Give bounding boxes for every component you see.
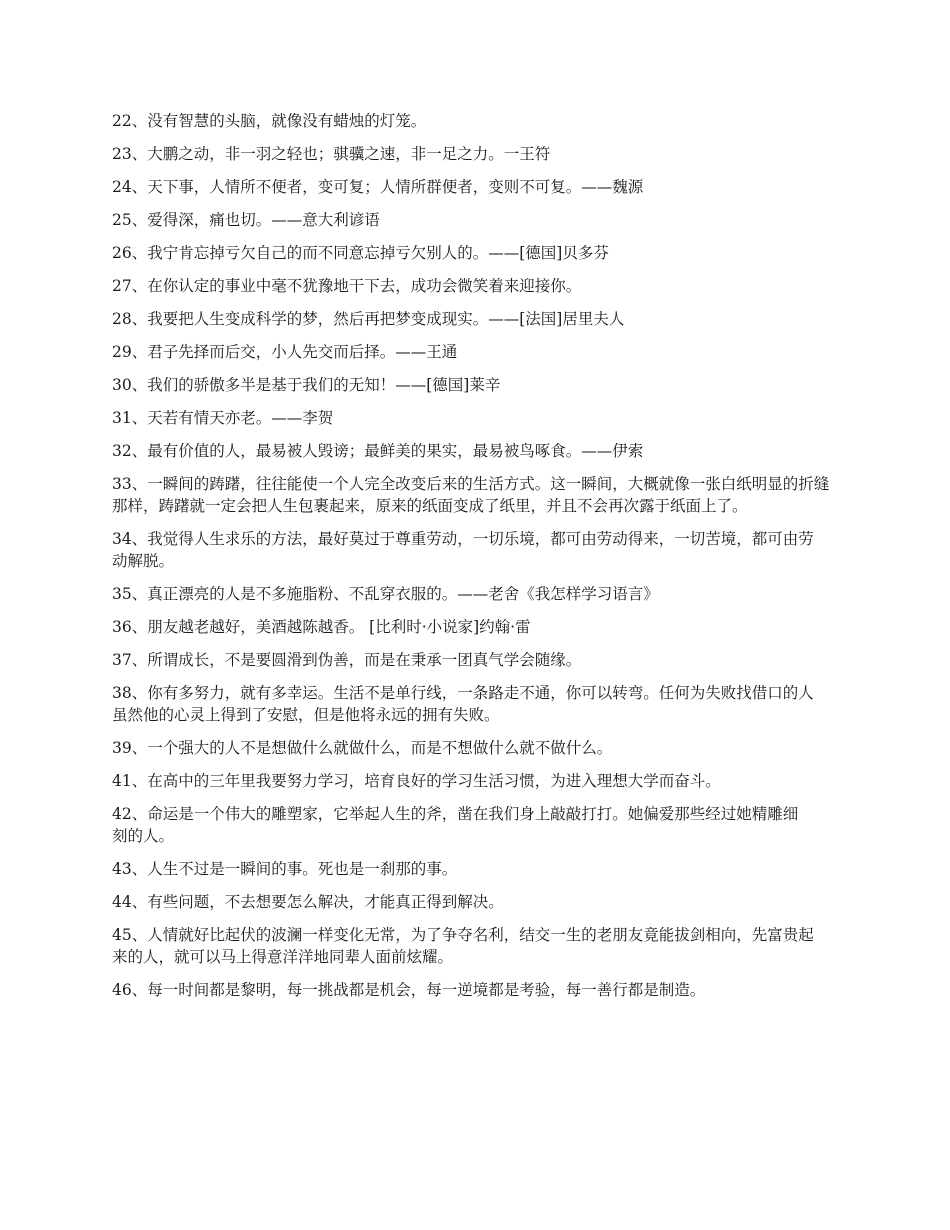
quote-45: 45、人情就好比起伏的波澜一样变化无常，为了争夺名利，结交一生的老朋友竟能拔剑相向，先富贵起来的人，就可以马上得意洋洋地同辈人面前炫耀。 bbox=[112, 926, 814, 966]
quote-43: 43、人生不过是一瞬间的事。死也是一刹那的事。 bbox=[112, 860, 458, 878]
quote-36: 36、朋友越老越好，美酒越陈越香。 [比利时·小说家]约翰·雷 bbox=[112, 618, 531, 636]
quote-46: 46、每一时间都是黎明，每一挑战都是机会，每一逆境都是考验，每一善行都是制造。 bbox=[112, 981, 706, 999]
quote-27: 27、在你认定的事业中毫不犹豫地干下去，成功会微笑着来迎接你。 bbox=[112, 277, 582, 295]
quote-22: 22、没有智慧的头脑，就像没有蜡烛的灯笼。 bbox=[112, 112, 427, 130]
quote-23: 23、大鹏之动，非一羽之轻也；骐骥之速，非一足之力。一王符 bbox=[112, 145, 551, 163]
quote-30: 30、我们的骄傲多半是基于我们的无知！——[德国]莱辛 bbox=[112, 376, 501, 394]
quote-25: 25、爱得深，痛也切。——意大利谚语 bbox=[112, 211, 380, 229]
quote-26: 26、我宁肯忘掉亏欠自己的而不同意忘掉亏欠别人的。——[德国]贝多芬 bbox=[112, 244, 609, 262]
quote-24: 24、天下事，人情所不便者，变可复；人情所群便者，变则不可复。——魏源 bbox=[112, 178, 644, 196]
quote-38: 38、你有多努力，就有多幸运。生活不是单行线，一条路走不通，你可以转弯。任何为失败找借口的人虽然他的心灵上得到了安慰，但是他将永远的拥有失败。 bbox=[112, 684, 814, 724]
quote-list bbox=[112, 110, 842, 1012]
quote-35: 35、真正漂亮的人是不多施脂粉、不乱穿衣服的。——老舍《我怎样学习语言》 bbox=[112, 585, 659, 603]
quote-29: 29、君子先择而后交，小人先交而后择。——王通 bbox=[112, 343, 458, 361]
quote-37: 37、所谓成长，不是要圆滑到伪善，而是在秉承一团真气学会随缘。 bbox=[112, 651, 582, 669]
quote-42: 42、命运是一个伟大的雕塑家，它举起人生的斧，凿在我们身上敲敲打打。她偏爱那些经过她精雕细刻的人。 bbox=[112, 805, 799, 845]
quote-41: 41、在高中的三年里我要努力学习，培育良好的学习生活习惯，为进入理想大学而奋斗。 bbox=[112, 772, 721, 790]
quote-39: 39、一个强大的人不是想做什么就做什么，而是不想做什么就不做什么。 bbox=[112, 739, 613, 757]
quote-32: 32、最有价值的人，最易被人毁谤；最鲜美的果实，最易被鸟啄食。——伊索 bbox=[112, 442, 644, 460]
quote-28: 28、我要把人生变成科学的梦，然后再把梦变成现实。——[法国]居里夫人 bbox=[112, 310, 625, 328]
quote-31: 31、天若有情天亦老。——李贺 bbox=[112, 409, 334, 427]
quote-44: 44、有些问题，不去想要怎么解决，才能真正得到解决。 bbox=[112, 893, 504, 911]
quote-34: 34、我觉得人生求乐的方法，最好莫过于尊重劳动，一切乐境，都可由劳动得来，一切苦境，都可由劳动解脱。 bbox=[112, 530, 814, 570]
quote-33: 33、一瞬间的踌躇，往往能使一个人完全改变后来的生活方式。这一瞬间，大概就像一张白纸明显的折缝那样，踌躇就一定会把人生包裹起来，原来的纸面变成了纸里，并且不会再次露于纸面上了。 bbox=[112, 475, 830, 515]
